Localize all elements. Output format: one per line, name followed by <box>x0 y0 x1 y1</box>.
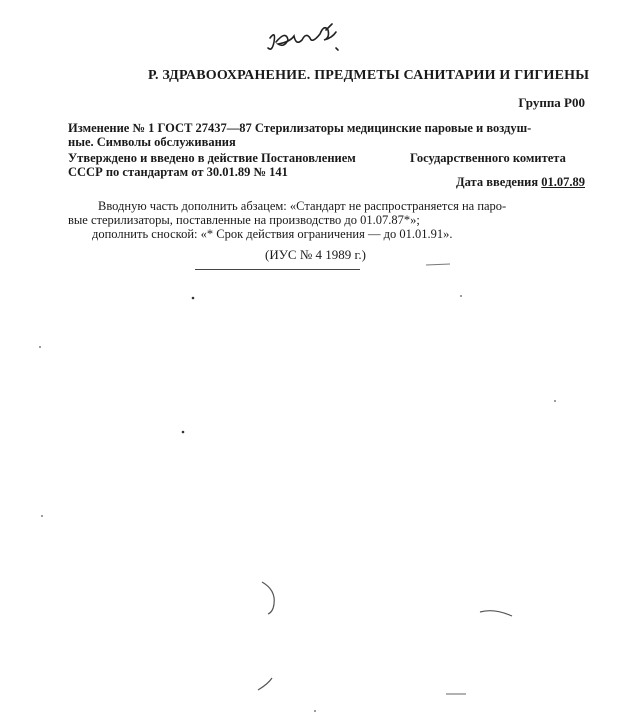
amendment-title-line-1: Изменение № 1 ГОСТ 27437—87 Стерилизаторы медицинские паровые и воздуш- <box>68 121 532 135</box>
approval-line-2: СССР по стандартам от 30.01.89 № 141 <box>68 165 288 179</box>
speck <box>39 346 41 348</box>
speck <box>460 295 462 297</box>
body-line-3: дополнить сноской: «* Срок действия ограничения — до 01.01.91». <box>92 227 453 241</box>
signature-scribble <box>268 24 338 50</box>
speck <box>192 297 195 300</box>
speck <box>182 431 185 434</box>
approval-right: Государственного комитета <box>410 151 566 165</box>
section-heading: Р. ЗДРАВООХРАНЕНИЕ. ПРЕДМЕТЫ САНИТАРИИ И ГИГИЕНЫ <box>148 68 590 83</box>
group-label: Группа Р00 <box>518 95 585 110</box>
body-line-2: вые стерилизаторы, поставленные на производство до 01.07.87*»; <box>68 213 420 227</box>
source-reference: (ИУС № 4 1989 г.) <box>265 247 366 262</box>
effective-date-value: 01.07.89 <box>541 175 585 189</box>
effective-date <box>456 175 585 190</box>
approval-left: Утверждено и введено в действие Постановлением <box>68 151 356 165</box>
stray-mark <box>262 582 274 614</box>
body-line-1: Вводную часть дополнить абзацем: «Стандарт не распространяется на паро- <box>98 199 507 213</box>
approval-line-1 <box>68 151 566 166</box>
stray-mark <box>258 678 272 690</box>
amendment-title-line-2: ные. Символы обслуживания <box>68 135 236 149</box>
speck <box>554 400 556 402</box>
speck <box>41 515 43 517</box>
speck <box>314 710 316 712</box>
stray-mark <box>480 611 512 616</box>
effective-date-label: Дата введения <box>456 175 539 189</box>
stray-mark <box>426 264 450 265</box>
divider-rule <box>195 269 360 270</box>
